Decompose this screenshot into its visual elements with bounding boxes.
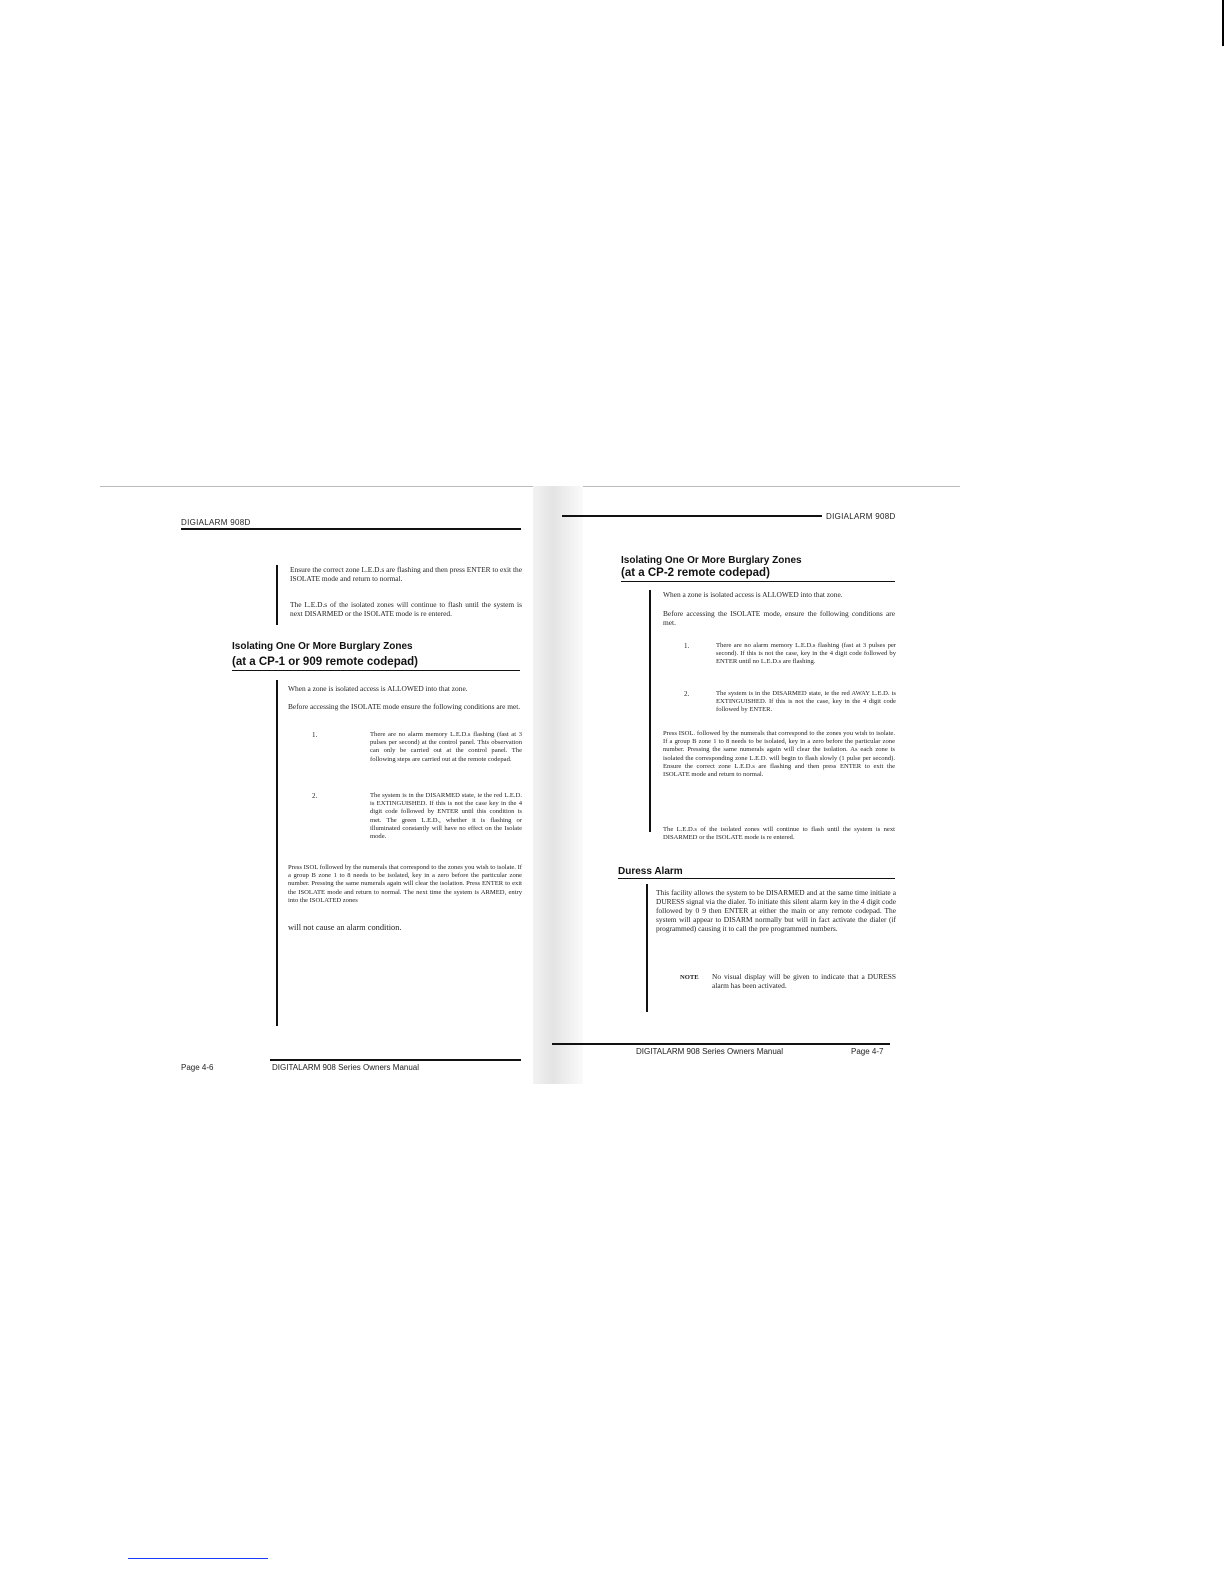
right-para-allowed: When a zone is isolated access is ALLOWED into that zone. xyxy=(663,590,843,599)
right-footer-page: Page 4-7 xyxy=(851,1047,884,1056)
right-header-rule xyxy=(562,515,822,517)
duress-heading: Duress Alarm xyxy=(618,866,683,877)
left-footer-title: DIGITALARM 908 Series Owners Manual xyxy=(272,1063,420,1072)
right-footer-rule xyxy=(552,1043,890,1045)
left-margin-bar-top xyxy=(276,565,278,625)
right-item-2-text: The system is in the DISARMED state, ie the red AWAY L.E.D. is EXTINGUISHED. If this is not the case, key in the 4 digit code followed by ENTER. xyxy=(716,690,896,714)
left-heading-rule xyxy=(232,670,520,671)
right-section-heading: Isolating One Or More Burglary Zones xyxy=(621,555,802,566)
left-item-2-number: 2. xyxy=(312,792,318,800)
left-item-2-text: The system is in the DISARMED state, ie the red L.E.D. is EXTINGUISHED. If this is not the case key in the 4 digit code followed by ENTER until this condition is met. The green L.E.D., whether it is flashing or illuminated constantly will have no effect on the Isolate mode. xyxy=(370,792,522,841)
left-para-before: Before accessing the ISOLATE mode ensure the following conditions are met. xyxy=(288,702,521,711)
right-section-subheading: (at a CP-2 remote codepad) xyxy=(621,567,770,579)
note-text: No visual display will be given to indicate that a DURESS alarm has been activated. xyxy=(712,972,896,990)
right-item-1-number: 1. xyxy=(684,642,690,650)
left-para-allowed: When a zone is isolated access is ALLOWED into that zone. xyxy=(288,684,468,693)
left-intro-para-1: Ensure the correct zone L.E.D.s are flashing and then press ENTER to exit the ISOLATE mode and return to normal. xyxy=(290,565,522,583)
left-para-press: Press ISOL followed by the numerals that correspond to the zones you wish to isolate. If a group B zone 1 to 8 needs to be isolated, key in a zero before the particular zone number. Pressing the same numerals again will clear the isolation. Press ENTER to exit the ISOLATE mode and return to normal. The next time the system is ARMED, entry into the ISOLATED zones xyxy=(288,864,522,904)
right-item-2-number: 2. xyxy=(684,690,690,698)
note-label: NOTE xyxy=(680,974,699,981)
scan-blue-line xyxy=(128,1558,268,1559)
right-item-1-text: There are no alarm memory L.E.D.s flashing (fast at 3 pulses per second). If this is not the case, key in the 4 digit code followed by ENTER until no L.E.D.s are flashing. xyxy=(716,642,896,666)
right-footer-title: DIGITALARM 908 Series Owners Manual xyxy=(636,1047,784,1056)
duress-heading-rule xyxy=(618,878,895,879)
right-para-before: Before accessing the ISOLATE mode, ensure the following conditions are met. xyxy=(663,609,895,627)
left-footer-rule xyxy=(270,1059,521,1061)
left-item-1-text: There are no alarm memory L.E.D.s flashing (fast at 3 pulses per second) at the control panel. This observation can only be carried out at the control panel. The following steps are carried out at the remote codepad. xyxy=(370,731,522,763)
left-item-1-number: 1. xyxy=(312,731,318,739)
left-section-heading: Isolating One Or More Burglary Zones xyxy=(232,641,413,652)
right-para-press: Press ISOL. followed by the numerals that correspond to the zones you wish to isolate. If a group B zone 1 to 8 needs to be isolated, key in a zero before the particular zone number. Pressing the same numerals again will clear the isolation. As each zone is isolated the corresponding zone L.E.D. will begin to flash slowly (1 pulse per second). Ensure the correct zone L.E.D.s are flashing and then press ENTER to exit the ISOLATE mode and return to normal. xyxy=(663,730,895,779)
right-heading-rule xyxy=(621,581,895,582)
left-section-subheading: (at a CP-1 or 909 remote codepad) xyxy=(232,656,418,668)
left-footer-page: Page 4-6 xyxy=(181,1063,214,1072)
left-para-press-end: will not cause an alarm condition. xyxy=(288,923,402,932)
left-margin-bar xyxy=(276,680,278,1026)
right-para-leds: The L.E.D.s of the isolated zones will continue to flash until the system is next DISARMED or the ISOLATE mode is re entered. xyxy=(663,826,895,842)
right-running-header: DIGIALARM 908D xyxy=(826,512,896,521)
right-margin-bar-duress xyxy=(646,884,648,1012)
left-intro-para-2: The L.E.D.s of the isolated zones will continue to flash until the system is next DISARMED or the ISOLATE mode is re entered. xyxy=(290,600,522,618)
right-margin-bar xyxy=(649,590,651,832)
book-gutter xyxy=(533,486,583,1084)
left-header-rule xyxy=(181,528,521,530)
left-running-header: DIGIALARM 908D xyxy=(181,518,251,527)
duress-para: This facility allows the system to be DISARMED and at the same time initiate a DURESS signal via the dialer. To initiate this silent alarm key in the 4 digit code followed by 0 9 then ENTER at either the main or any remote codepad. The system will appear to DISARM normally but will in fact activate the dialer (if programmed) causing it to call the pre programmed numbers. xyxy=(656,888,896,933)
scan-top-edge xyxy=(100,486,960,487)
